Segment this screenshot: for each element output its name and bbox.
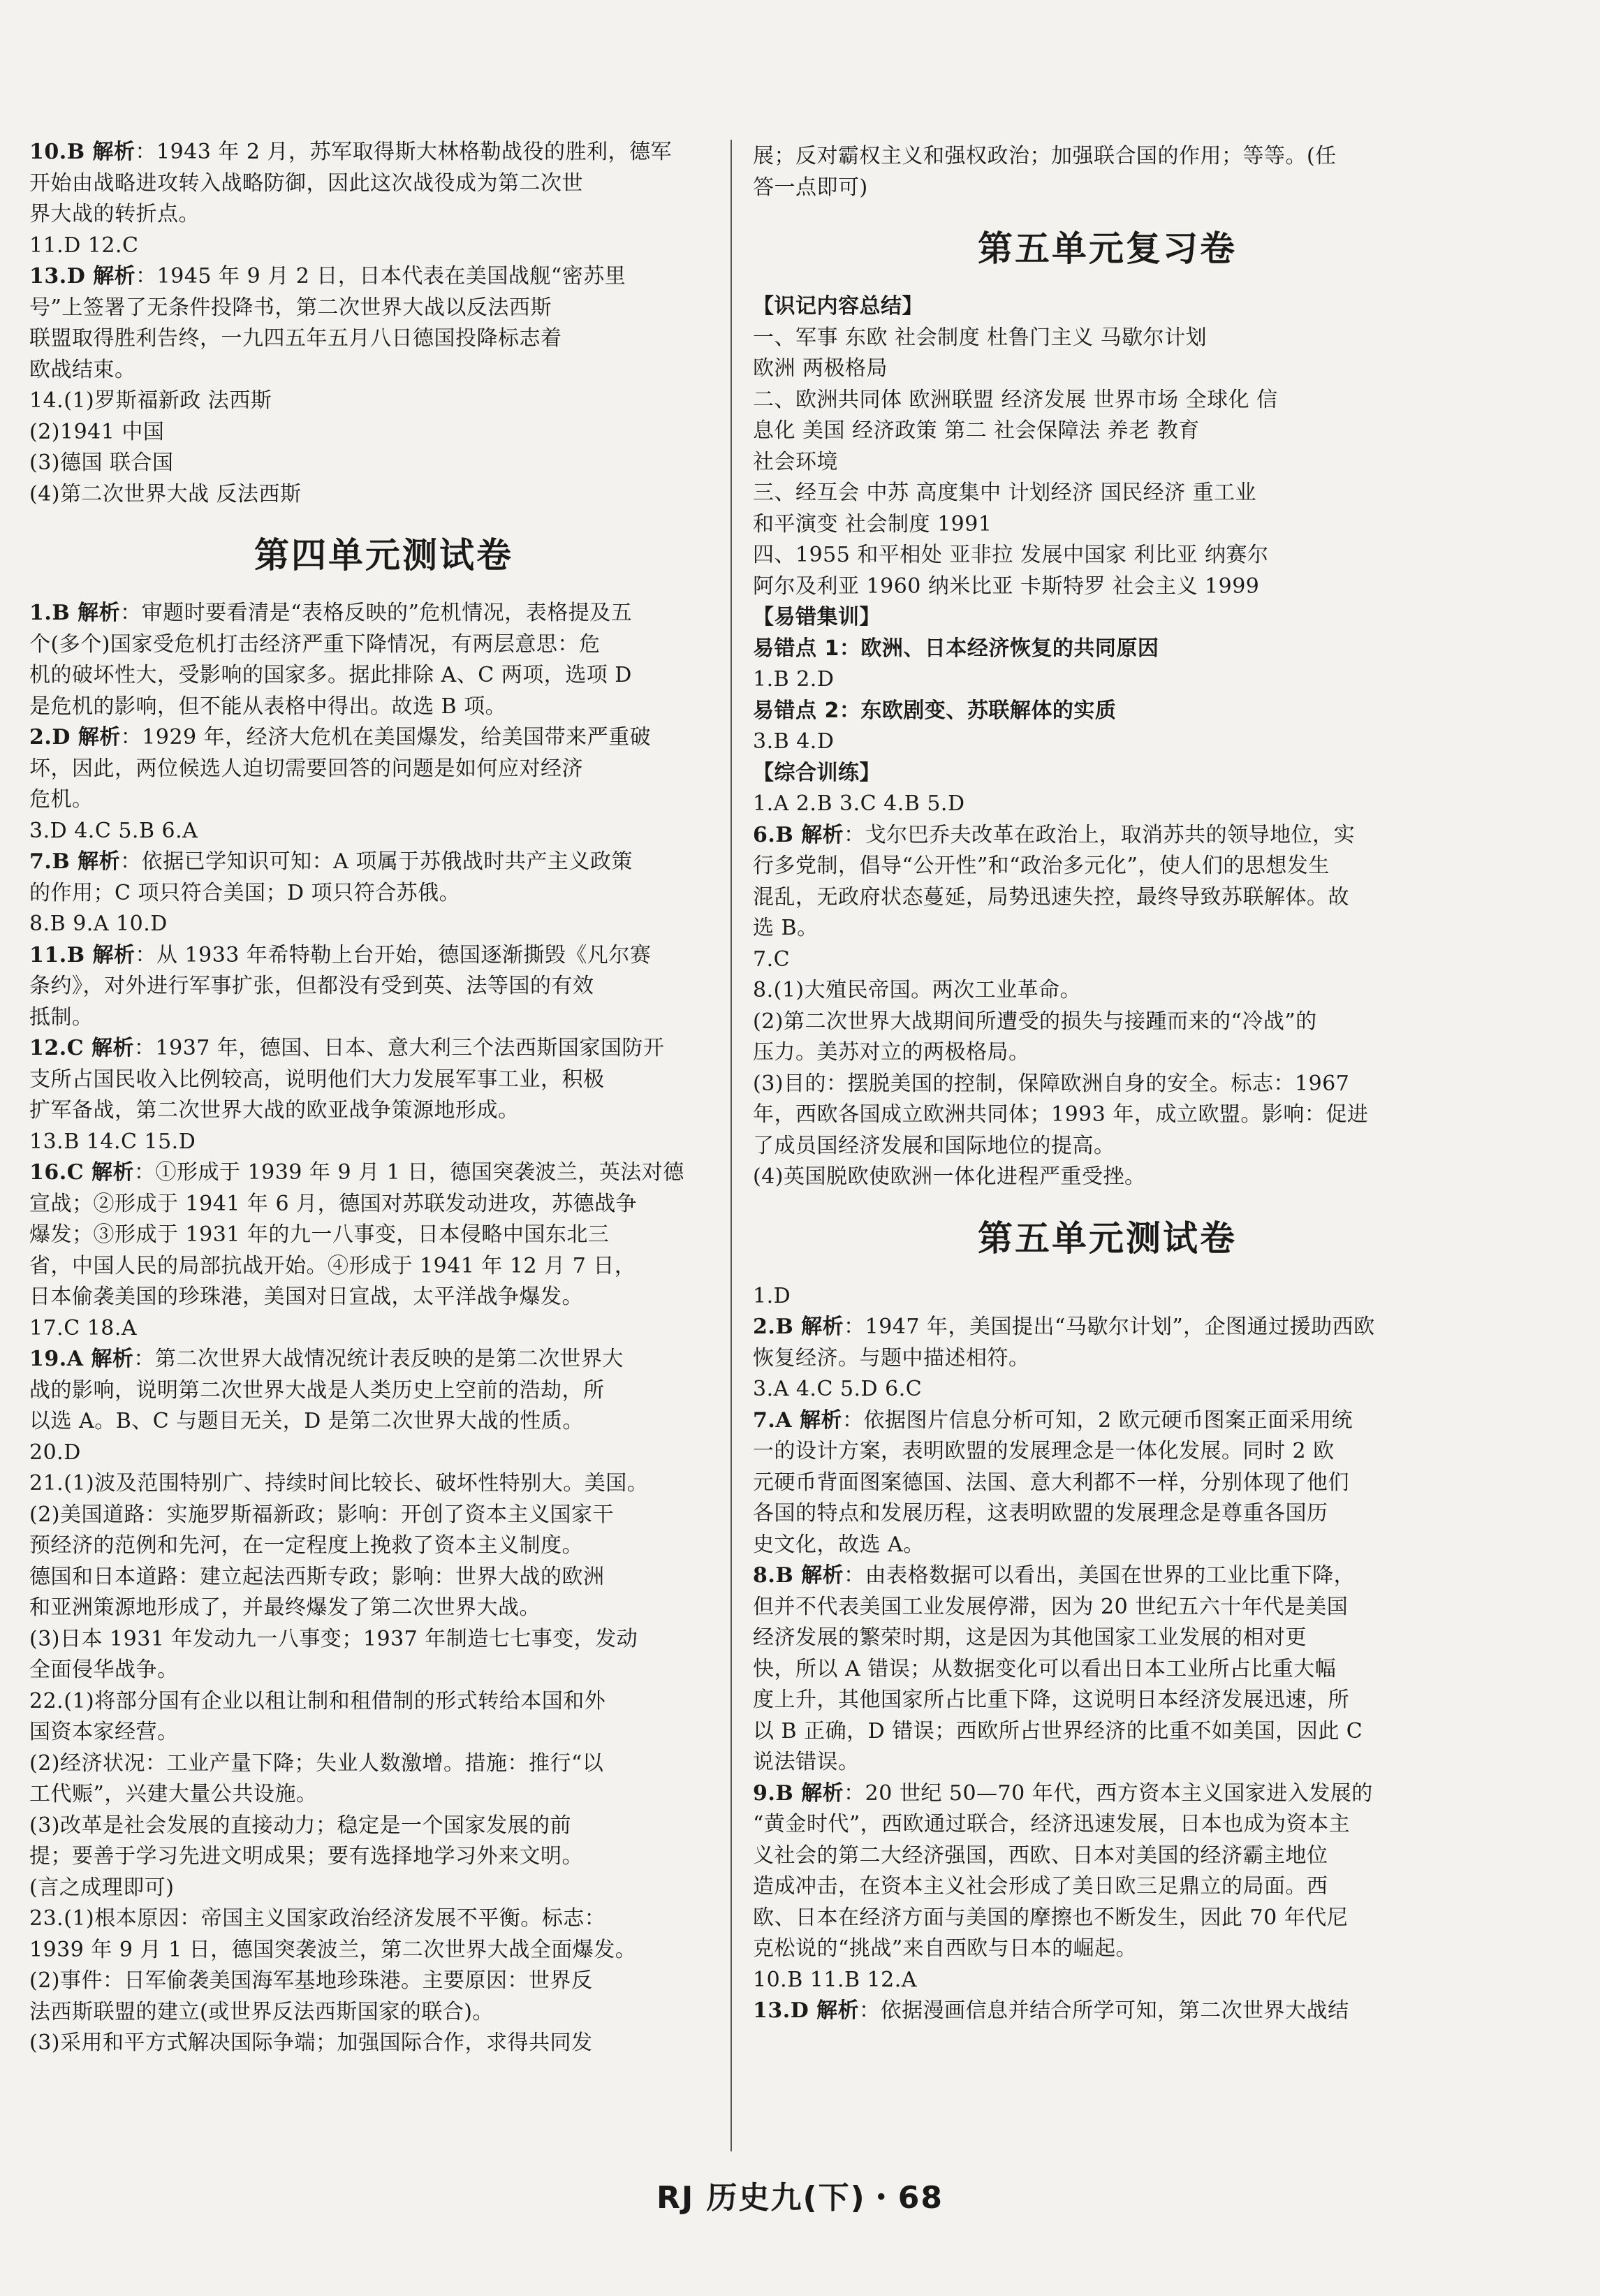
answer-line: 支所占国民收入比例较高，说明他们大力发展军事工业，积极 (29, 1067, 605, 1092)
answer-text: ：1937 年，德国、日本、意大利三个法西斯国家国防开 (134, 1036, 665, 1060)
answer-line: 以 B 正确，D 错误；西欧所占世界经济的比重不如美国，因此 C (753, 1718, 1363, 1743)
text-block (753, 975, 1462, 1193)
text-line: 一、军事 东欧 社会制度 杜鲁门主义 马歇尔计划 (753, 325, 1208, 350)
answer-label: 8.B (753, 1563, 802, 1588)
text-line: 23.(1)根本原因：帝国主义国家政治经济发展不平衡。标志： (29, 1906, 606, 1931)
answer-label: 11.B (29, 942, 93, 967)
answer-line: 条约》，对外进行军事扩张，但都没有受到英、法等国的有效 (29, 974, 594, 998)
answer-text: ：1947 年，美国提出“马歇尔计划”，企图通过援助西欧 (844, 1315, 1375, 1339)
answer-line: 扩军备战，第二次世界大战的欧亚战争策源地形成。 (29, 1098, 520, 1123)
text-line: (4)第二次世界大战 反法西斯 (29, 481, 302, 506)
answer-label: 7.A (753, 1407, 800, 1433)
analysis-tag: 解析 (801, 1315, 844, 1339)
text-block (753, 1374, 1462, 1405)
answer-label: 12.C (29, 1036, 92, 1060)
analysis-tag: 解析 (801, 1781, 844, 1806)
section-label: 【识记内容总结】 (753, 294, 923, 319)
answer-label: 6.B (753, 822, 802, 847)
section-label: 【易错集训】 (753, 605, 881, 629)
text-line: 年，西欧各国成立欧洲共同体；1993 年，成立欧盟。影响：促进 (753, 1102, 1369, 1127)
answer-line: 欧、日本在经济方面与美国的摩擦也不断发生，因此 70 年代尼 (753, 1905, 1349, 1930)
text-line: 20.D (29, 1440, 81, 1465)
answer-item (29, 598, 738, 722)
answer-text: ：由表格数据可以看出，美国在世界的工业比重下降， (844, 1563, 1356, 1588)
answer-line: 号”上签署了无条件投降书，第二次世界大战以反法西斯 (29, 295, 552, 320)
answer-line (753, 1778, 1462, 1810)
answer-text: ：戈尔巴乔夫改革在政治上，取消苏共的领导地位，实 (844, 822, 1356, 847)
answer-text: ：依据图片信息分析可知，2 欧元硬币图案正面采用统 (842, 1407, 1353, 1433)
text-line: 国资本家经营。 (29, 1720, 179, 1744)
answer-line: 行多党制，倡导“公开性”和“政治多元化”，使人们的思想发生 (753, 854, 1330, 878)
answer-label: 16.C (29, 1160, 92, 1185)
text-block (29, 231, 738, 262)
answer-line: 战的影响，说明第二次世界大战是人类历史上空前的浩劫，所 (29, 1377, 605, 1403)
answer-label: 9.B (753, 1781, 802, 1806)
answer-item (753, 1996, 1462, 2027)
text-line: 7.C (753, 946, 791, 972)
answer-label: 2.B (753, 1315, 802, 1339)
analysis-tag: 解析 (801, 1563, 844, 1588)
text-line: 和亚洲策源地形成了，并最终爆发了第二次世界大战。 (29, 1595, 541, 1620)
text-line: 答一点即可) (753, 175, 868, 200)
text-line: 3.A 4.C 5.D 6.C (753, 1377, 923, 1401)
answer-line: 选 B。 (753, 916, 819, 940)
answer-line (753, 1312, 1462, 1343)
answer-label: 13.D (29, 264, 94, 288)
text-line: 四、1955 和平相处 亚非拉 发展中国家 利比亚 纳赛尔 (753, 543, 1269, 567)
text-line: (3)目的：摆脱美国的控制，保障欧洲自身的安全。标志：1967 (753, 1071, 1350, 1096)
answer-line (29, 847, 738, 878)
analysis-tag: 解析 (816, 1998, 860, 2023)
answer-text: ：审题时要看清是“表格反映的”危机情况，表格提及五 (120, 601, 633, 625)
left-column (29, 137, 738, 2059)
text-line: (3)德国 联合国 (29, 451, 174, 475)
answer-label: 2.D (29, 725, 78, 750)
text-line: (4)英国脱欧使欧洲一体化进程严重受挫。 (753, 1164, 1146, 1189)
text-line: 全面侵华战争。 (29, 1658, 179, 1682)
text-line: 22.(1)将部分国有企业以租让制和租借制的形式转给本国和外 (29, 1688, 606, 1713)
answer-line: 坏，因此，两位候选人迫切需要回答的问题是如何应对经济 (29, 756, 583, 781)
answer-text: ：20 世纪 50—70 年代，西方资本主义国家进入发展的 (844, 1781, 1373, 1806)
answer-line: 快，所以 A 错误；从数据变化可以看出日本工业所占比重大幅 (753, 1656, 1337, 1681)
text-line: 德国和日本道路：建立起法西斯专政；影响：世界大战的欧洲 (29, 1564, 605, 1589)
text-line: (3)采用和平方式解决国际争端；加强国际合作，求得共同发 (29, 2031, 593, 2055)
answer-text: ：1945 年 9 月 2 日，日本代表在美国战舰“密苏里 (135, 264, 626, 288)
text-line: 1.B 2.D (753, 667, 835, 692)
answer-line: 混乱，无政府状态蔓延，局势迅速失控，最终导致苏联解体。故 (753, 884, 1349, 909)
text-block (753, 664, 1462, 696)
subsection-heading: 易错点 2：东欧剧变、苏联解体的实质 (753, 698, 1117, 723)
answer-label: 7.B (29, 849, 78, 874)
text-line: 社会环境 (753, 449, 838, 474)
answer-item (29, 1157, 738, 1313)
answer-line: 各国的特点和发展历程，这表明欧盟的发展理念是尊重各国历 (753, 1501, 1328, 1526)
text-block (29, 1468, 738, 1686)
answer-line: 以选 A。B、C 与题目无关，D 是第二次世界大战的性质。 (29, 1409, 584, 1433)
answer-line: “黄金时代”，西欧通过联合，经济迅速发展，日本也成为资本主 (753, 1812, 1351, 1836)
answer-line: 省，中国人民的局部抗战开始。④形成于 1941 年 12 月 7 日， (29, 1253, 636, 1278)
text-line: 10.B 11.B 12.A (753, 1967, 917, 1992)
text-block (29, 1313, 738, 1345)
answer-label: 19.A (29, 1347, 91, 1371)
answer-line: 说法错误。 (753, 1750, 860, 1774)
answer-text: ：依据已学知识可知：A 项属于苏俄战时共产主义政策 (120, 849, 633, 874)
text-line: 8.(1)大殖民帝国。两次工业革命。 (753, 978, 1082, 1002)
answer-line: 的作用；C 项只符合美国；D 项只符合苏俄。 (29, 880, 461, 905)
answer-text: ：1929 年，经济大危机在美国爆发，给美国带来严重破 (120, 725, 652, 750)
answer-item (753, 820, 1462, 944)
analysis-tag: 解析 (92, 140, 135, 164)
text-block (29, 1438, 738, 1469)
answer-label: 10.B (29, 140, 93, 164)
answer-line (753, 1560, 1462, 1592)
answer-line: 一的设计方案，表明欧盟的发展理念是一体化发展。同时 2 欧 (753, 1439, 1335, 1463)
answer-line: 恢复经济。与题中描述相符。 (753, 1345, 1030, 1370)
text-line: 欧洲 两极格局 (753, 356, 888, 381)
answer-line (29, 1344, 738, 1375)
answer-line: 史文化，故选 A。 (753, 1532, 925, 1557)
text-block (753, 1965, 1462, 1996)
analysis-tag: 解析 (78, 725, 121, 750)
analysis-tag: 解析 (801, 822, 844, 847)
text-line: 法西斯联盟的建立(或世界反法西斯国家的联合)。 (29, 1999, 494, 2024)
answer-text: ：①形成于 1939 年 9 月 1 日，德国突袭波兰，英法对德 (134, 1160, 684, 1185)
answer-line: 经济发展的繁荣时期，这是因为其他国家工业发展的相对更 (753, 1625, 1307, 1650)
text-line: 了成员国经济发展和国际地位的提高。 (753, 1133, 1115, 1158)
answer-line: 机的破坏性大，受影响的国家多。据此排除 A、C 两项，选项 D (29, 663, 632, 687)
text-line: 三、经互会 中苏 高度集中 计划经济 国民经济 重工业 (753, 481, 1257, 505)
analysis-tag: 解析 (800, 1407, 843, 1433)
text-block (29, 1127, 738, 1158)
text-line: (2)经济状况：工业产量下降；失业人数激增。措施：推行“以 (29, 1750, 604, 1776)
text-line: 展；反对霸权主义和强权政治；加强联合国的作用；等等。(任 (753, 144, 1337, 168)
answer-line (29, 1033, 738, 1065)
answer-line: 宣战；②形成于 1941 年 6 月，德国对苏联发动进攻，苏德战争 (29, 1191, 638, 1216)
text-line: 1.D (753, 1283, 791, 1308)
answer-line (29, 722, 738, 754)
text-block (29, 1686, 738, 1904)
text-block (29, 386, 738, 510)
answer-label: 13.D (753, 1998, 817, 2023)
text-line: 提；要善于学习先进文明成果；要有选择地学习外来文明。 (29, 1844, 583, 1869)
answer-item (29, 847, 738, 909)
answer-line (29, 137, 738, 168)
answer-line: 义社会的第二大经济强国，西欧、日本对美国的经济霸主地位 (753, 1843, 1328, 1868)
answer-line (753, 1996, 1462, 2027)
text-line: 阿尔及利亚 1960 纳米比亚 卡斯特罗 社会主义 1999 (753, 573, 1260, 599)
text-line: 1.A 2.B 3.C 4.B 5.D (753, 791, 965, 816)
text-block (29, 1903, 738, 2059)
text-line: 13.B 14.C 15.D (29, 1129, 196, 1154)
text-line: 压力。美苏对立的两极格局。 (753, 1040, 1030, 1065)
text-line: 预经济的范例和先河，在一定程度上挽救了资本主义制度。 (29, 1533, 583, 1558)
answer-line: 造成冲击，在资本主义社会形成了美日欧三足鼎立的局面。西 (753, 1874, 1328, 1899)
text-line: 和平演变 社会制度 1991 (753, 511, 992, 536)
answer-text: ：第二次世界大战情况统计表反映的是第二次世界大 (133, 1347, 624, 1371)
answer-line: 克松说的“挑战”来自西欧与日本的崛起。 (753, 1936, 1138, 1961)
text-block (753, 944, 1462, 976)
answer-line: 日本偷袭美国的珍珠港，美国对日宣战，太平洋战争爆发。 (29, 1285, 583, 1309)
text-line: 工代赈”，兴建大量公共设施。 (29, 1782, 318, 1806)
answer-label: 1.B (29, 601, 78, 625)
answer-line: 开始由战略进攻转入战略防御，因此这次战役成为第二次世 (29, 170, 583, 196)
text-line: 二、欧洲共同体 欧洲联盟 经济发展 世界市场 全球化 信 (753, 387, 1278, 412)
answer-item (29, 137, 738, 231)
analysis-tag: 解析 (91, 1160, 135, 1185)
section-title: 第五单元测试卷 (978, 1218, 1237, 1259)
answer-text: ：依据漫画信息并结合所学可知，第二次世界大战结 (859, 1998, 1349, 2023)
answer-line: 界大战的转折点。 (29, 202, 200, 226)
answer-line (29, 261, 738, 293)
text-line: 14.(1)罗斯福新政 法西斯 (29, 388, 272, 413)
answer-line (753, 820, 1462, 851)
text-line: 11.D 12.C (29, 233, 139, 258)
text-line: (2)美国道路：实施罗斯福新政；影响：开创了资本主义国家干 (29, 1502, 614, 1527)
answer-item (29, 261, 738, 386)
answer-line: 欧战结束。 (29, 357, 136, 382)
text-line: 息化 美国 经济政策 第二 社会保障法 养老 教育 (753, 418, 1200, 443)
answer-line: 元硬币背面图案德国、法国、意大利都不一样，分别体现了他们 (753, 1470, 1349, 1495)
analysis-tag: 解析 (91, 1347, 134, 1371)
text-line: (2)事件：日军偷袭美国海军基地珍珠港。主要原因：世界反 (29, 1968, 593, 1993)
answer-line: 个(多个)国家受危机打击经济严重下降情况，有两层意思：危 (29, 631, 601, 657)
answer-item (29, 722, 738, 816)
text-line: (言之成理即可) (29, 1875, 175, 1900)
text-block (753, 789, 1462, 820)
answer-line (29, 940, 738, 972)
analysis-tag: 解析 (93, 264, 136, 288)
analysis-tag: 解析 (91, 1036, 135, 1060)
analysis-tag: 解析 (78, 601, 121, 625)
answer-text: ：从 1933 年希特勒上台开始，德国逐渐撕毁《凡尔赛 (135, 942, 652, 967)
text-line: 8.B 9.A 10.D (29, 912, 168, 936)
text-block (753, 1281, 1462, 1312)
right-column (753, 141, 1462, 2027)
answer-line (29, 598, 738, 629)
text-line: (2)1941 中国 (29, 419, 165, 444)
answer-item (753, 1312, 1462, 1374)
subsection-heading: 易错点 1：欧洲、日本经济恢复的共同原因 (753, 636, 1159, 661)
text-block (29, 816, 738, 847)
answer-text: ：1943 年 2 月，苏军取得斯大林格勒战役的胜利，德军 (135, 140, 673, 164)
text-line: (3)日本 1931 年发动九一八事变；1937 年制造七七事变，发动 (29, 1626, 638, 1651)
section-title: 第五单元复习卷 (978, 228, 1237, 269)
answer-item (29, 1344, 738, 1438)
section-label: 【综合训练】 (753, 760, 881, 785)
text-line: 3.D 4.C 5.B 6.A (29, 818, 198, 843)
text-line: 3.B 4.D (753, 729, 835, 754)
answer-line: 危机。 (29, 787, 94, 812)
answer-line: 度上升，其他国家所占比重下降，这说明日本经济发展迅速，所 (753, 1688, 1349, 1712)
answer-line (29, 1157, 738, 1189)
answer-item (753, 1560, 1462, 1778)
answer-item (29, 940, 738, 1034)
answer-line: 但并不代表美国工业发展停滞，因为 20 世纪五六十年代是美国 (753, 1594, 1349, 1619)
text-block (753, 726, 1462, 758)
answer-item (753, 1778, 1462, 1965)
answer-line: 抵制。 (29, 1004, 94, 1030)
answer-line: 是危机的影响，但不能从表格中得出。故选 B 项。 (29, 694, 507, 719)
text-line: (2)第二次世界大战期间所遭受的损失与接踵而来的“冷战”的 (753, 1009, 1317, 1034)
text-line: (3)改革是社会发展的直接动力；稳定是一个国家发展的前 (29, 1813, 571, 1838)
answer-item (29, 1033, 738, 1127)
text-block (29, 909, 738, 940)
page-footer: RJ 历史九(下)・68 (656, 2180, 944, 2216)
text-line: 17.C 18.A (29, 1315, 138, 1340)
section-title: 第四单元测试卷 (254, 535, 513, 576)
analysis-tag: 解析 (78, 849, 121, 874)
text-line: 21.(1)波及范围特别广、持续时间比较长、破坏性特别大。美国。 (29, 1471, 649, 1496)
answer-line: 联盟取得胜利告终，一九四五年五月八日德国投降标志着 (29, 326, 562, 351)
answer-line: 爆发；③形成于 1931 年的九一八事变，日本侵略中国东北三 (29, 1222, 610, 1247)
analysis-tag: 解析 (92, 942, 135, 967)
text-line: 1939 年 9 月 1 日，德国突袭波兰，第二次世界大战全面爆发。 (29, 1937, 637, 1962)
answer-line (753, 1405, 1462, 1437)
text-block (753, 141, 1462, 203)
text-block (753, 323, 1462, 603)
answer-item (753, 1405, 1462, 1561)
